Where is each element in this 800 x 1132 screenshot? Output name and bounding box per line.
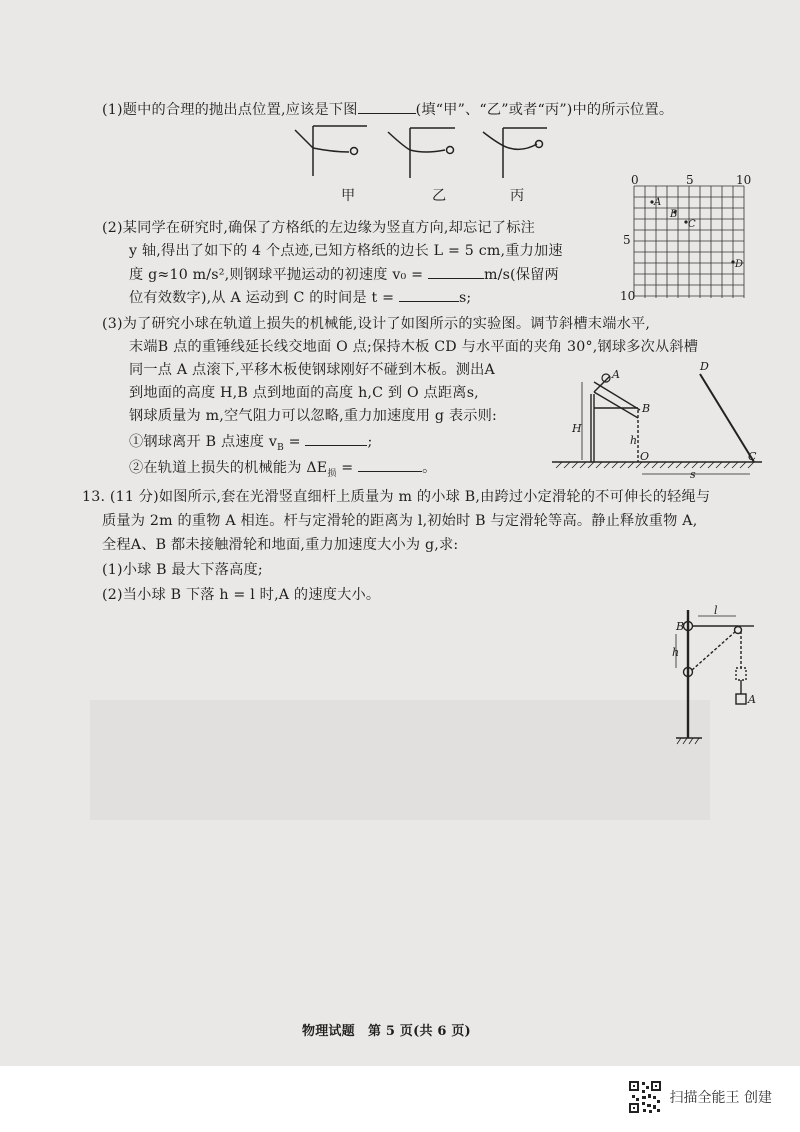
fig13-label-h: h [672, 646, 680, 659]
q12-part2-line4: 位有效数字),从 A 运动到 C 的时间是 t = s; [129, 287, 471, 308]
grid-left-tick-5: 5 [623, 233, 631, 247]
q12-part3-line2: 末端B 点的重锤线延长线交地面 O 点;保持木板 CD 与水平面的夹角 30°,钢球多次从斜槽 [129, 339, 699, 355]
answer-blank-1[interactable] [358, 99, 416, 114]
fig13-label-b: B [676, 620, 685, 633]
q12-part3-line4: 到地面的高度 H,B 点到地面的高度 h,C 到 O 点距离s, [129, 385, 479, 401]
qr-code-icon [628, 1080, 662, 1114]
grid-label-b: B [670, 209, 678, 220]
bleed-through-shade [90, 700, 710, 820]
scanner-label: 扫描全能王 创建 [669, 1090, 772, 1106]
fig3-label-c: C [748, 450, 757, 463]
track-experiment-figure [550, 356, 765, 480]
q13-line3: 全程A、B 都未接触滑轮和地面,重力加速度大小为 g,求: [102, 537, 459, 553]
fig3-label-b: B [642, 402, 651, 415]
answer-blank-t[interactable] [399, 287, 459, 302]
launch-label-jia: 甲 [341, 188, 356, 204]
q13-sub1: (1)小球 B 最大下落高度; [102, 562, 263, 578]
grid-left-tick-10: 10 [620, 289, 636, 303]
q12-part1: (1)题中的合理的抛出点位置,应该是下图 (填“甲”、“乙”或者“丙”)中的所示位置。 [102, 99, 673, 120]
q13-line1: 13. (11 分)如图所示,套在光滑竖直细杆上质量为 m 的小球 B,由跨过小定滑轮的不可伸长的轻绳与 [82, 489, 711, 505]
q12-part3-sub2: ②在轨道上损失的机械能为 $\Delta E_损$ = 。 [129, 457, 437, 484]
q12-part3-sub1: ①钢球离开 B 点速度 $v_B$ = ; [129, 431, 372, 458]
grid-paper-figure [620, 172, 760, 302]
fig13-label-a: A [748, 693, 756, 706]
grid-label-d: D [735, 259, 744, 270]
answer-blank-de[interactable] [358, 457, 422, 472]
fig3-label-s: s [690, 468, 696, 481]
q12-part3-line5: 钢球质量为 m,空气阻力可以忽略,重力加速度用 g 表示则: [129, 408, 497, 424]
q12-part2-line3: 度 g≈10 m/s²,则钢球平抛运动的初速度 v₀ = m/s(保留两 [129, 264, 559, 285]
scanner-watermark [628, 1080, 772, 1114]
grid-tick-5: 5 [686, 173, 694, 187]
answer-blank-vb[interactable] [305, 431, 367, 446]
q13-line2: 质量为 2m 的重物 A 相连。杆与定滑轮的距离为 l,初始时 B 与定滑轮等高。静止释放重物 A, [102, 513, 698, 529]
grid-tick-10: 10 [736, 173, 752, 187]
grid-label-c: C [688, 219, 696, 230]
fig3-label-h-big: H [572, 422, 582, 435]
q12-part2-line1: (2)某同学在研究时,确保了方格纸的左边缘为竖直方向,却忘记了标注 [102, 220, 535, 236]
pulley-figure [672, 606, 764, 746]
fig3-label-o: O [640, 450, 650, 463]
fig13-label-l: l [714, 604, 718, 617]
launch-label-yi: 乙 [432, 188, 447, 204]
grid-label-a: A [654, 197, 662, 208]
fig3-label-d: D [700, 360, 709, 373]
q12-part3-line1: (3)为了研究小球在轨道上损失的机械能,设计了如图所示的实验图。调节斜槽末端水平, [102, 316, 651, 332]
q12-part3-line3: 同一点 A 点滚下,平移木板使钢球刚好不碰到木板。测出A [129, 362, 495, 378]
fig3-label-h-small: h [630, 434, 638, 447]
q13-sub2: (2)当小球 B 下落 h = l 时,A 的速度大小。 [102, 587, 381, 603]
q12-part2-line2: y 轴,得出了如下的 4 个点迹,已知方格纸的边长 L = 5 cm,重力加速 [129, 243, 563, 259]
fig3-label-a: A [612, 368, 620, 381]
answer-blank-v0[interactable] [428, 264, 484, 279]
grid-tick-0: 0 [631, 173, 639, 187]
launch-label-bing: 丙 [510, 188, 525, 204]
page-footer: 物理试题 第 5 页(共 6 页) [302, 1024, 471, 1039]
